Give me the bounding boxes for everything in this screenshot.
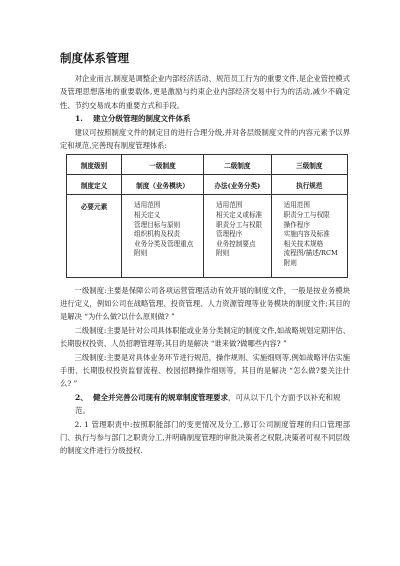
element-item: 适用范围 bbox=[215, 201, 243, 210]
section-1-heading bbox=[60, 112, 350, 125]
definition-cell: 制度（业务模块） bbox=[122, 175, 204, 195]
element-item: 组织机构及权责 bbox=[134, 230, 181, 239]
level-2-paragraph: 二级制度:主要是针对公司具体职能或业务分类制定的制度文件,如战略规划定期评估、长期股权投资、人员招聘管理等;其目的是解决 “谁来做?做哪些内容? ” bbox=[60, 325, 350, 349]
level-1-paragraph: 一级制度:主要是保障公司各项运营管理活动有效开展的制度文件，一般是按业务模块进行定义，例如公司在战略管理、投资管理、人力资源管理等业务模块的制度文件;其目的是解决 “为什么做?以什么原则做? ” bbox=[60, 285, 350, 322]
section-2-heading bbox=[60, 391, 350, 418]
element-item: 流程图/描述/RCM bbox=[283, 249, 338, 258]
definition-cell: 执行规范 bbox=[271, 175, 347, 195]
header-cell: 三级制度 bbox=[271, 155, 347, 175]
header-cell: 制度级别 bbox=[67, 155, 122, 175]
intro-paragraph: 对企业而言,制度是调整企业内部经济活动、规范员工行为的重要文件,是企业管控模式及管理思想落地的重要载体,更是激励与约束企业内部经济交易中行为的活动,减少不确定性、节约交易成本的重要方式和手段。 bbox=[60, 74, 350, 110]
section-1-title: 建立分级管理的制度文件体系 bbox=[93, 114, 191, 124]
level-table bbox=[66, 154, 348, 277]
elements-cell-level2 bbox=[203, 195, 271, 277]
element-item: 附则 bbox=[215, 249, 230, 258]
element-item: 实施内容及标准 bbox=[283, 230, 330, 239]
element-item: 适用范围 bbox=[134, 201, 161, 210]
element-item: 操作程序 bbox=[283, 220, 310, 229]
element-item: 相关技术规格 bbox=[283, 239, 324, 248]
element-item: 职责分工与权限 bbox=[283, 211, 330, 220]
header-cell: 二级制度 bbox=[203, 155, 271, 175]
definition-cell: 办法(业务分类) bbox=[203, 175, 271, 195]
section-1-number: 1. bbox=[75, 114, 83, 124]
header-cell: 一级制度 bbox=[122, 155, 204, 175]
page-title: 制度体系管理 bbox=[60, 51, 129, 65]
element-item: 职责分工与权限 bbox=[215, 220, 263, 229]
document-page bbox=[60, 50, 350, 458]
elements-cell-level3 bbox=[271, 195, 347, 277]
section-2-tail: ，可从以下几个方面予以补充和规范。 bbox=[75, 392, 341, 416]
level-3-paragraph: 三级制度:主要是对具体业务环节进行规范，操作规则、实施细则等,例如战略评估实施手册、长期股权投资监督流程、校园招聘操作细则等，其目的是解决 “怎么做?要关注什么? ” bbox=[60, 352, 350, 389]
element-item: 适用范围 bbox=[283, 201, 310, 210]
section-2-title: 健全并完善公司现有的规章制度管理要求 bbox=[93, 392, 228, 402]
element-item: 业务分类及管理重点 bbox=[134, 239, 194, 248]
element-item: 相关定义 bbox=[134, 211, 161, 220]
section-2-number: 2、 bbox=[75, 392, 88, 402]
table-elements-row bbox=[67, 195, 348, 277]
element-item: 业务控制要点 bbox=[215, 239, 256, 248]
row-label: 必要元素 bbox=[67, 195, 122, 277]
section-1-paragraph: 建议可按照制度文件的制定目的进行合理分级,并对各层级制度文件的内容元素予以界定和规范,完善现有制度管理体系: bbox=[60, 127, 350, 151]
element-item: 管理程序 bbox=[215, 230, 243, 239]
element-item: 管理目标与原则 bbox=[134, 220, 181, 229]
row-label: 制度定义 bbox=[67, 175, 122, 195]
element-item: 附则 bbox=[134, 249, 148, 258]
element-item: 附则 bbox=[283, 259, 297, 267]
elements-cell-level1 bbox=[122, 195, 204, 277]
point-2-1-paragraph: 2. 1 管理职责中:按照职能部门的变更情况及分工,修订公司制度管理的归口管理部门、执行与参与部门之职责分工,并明确制度管理的审批决策者之权限,决策者可视不同层级的制度文件进行分级授权. bbox=[60, 419, 350, 456]
table-definition-row bbox=[67, 175, 348, 195]
element-item: 相关定义或标准 bbox=[215, 211, 263, 220]
table-header-row bbox=[67, 155, 348, 175]
